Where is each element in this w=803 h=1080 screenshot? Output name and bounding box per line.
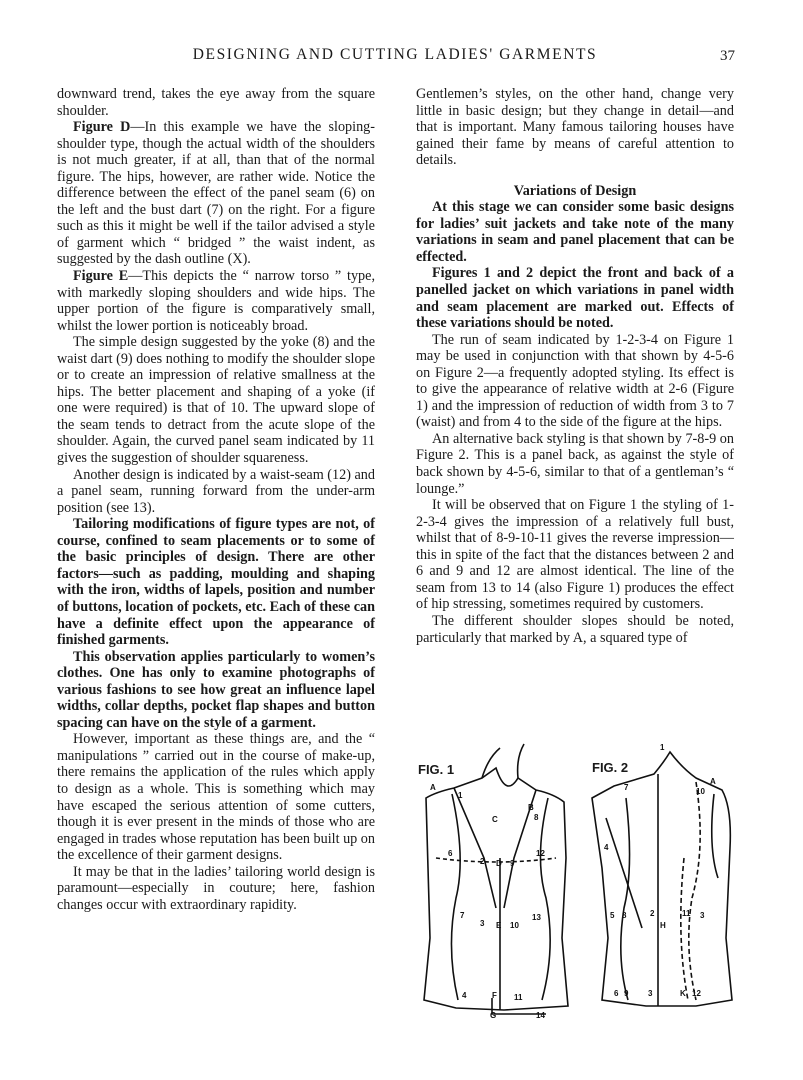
fig2-point: H bbox=[660, 921, 666, 930]
fig1-point: G bbox=[490, 1011, 497, 1020]
fig1-point: 11 bbox=[514, 993, 523, 1002]
bold-paragraph: This observation applies particularly to women’s clothes. One has only to examine photographs of various fashions to see how great an influence lapel widths, collar depths, pocket flap shapes and button spacing can have on the style of a garment. bbox=[57, 648, 375, 731]
fig1-point: 3 bbox=[480, 919, 485, 928]
fig2-point: 11 bbox=[682, 909, 691, 918]
section-heading: Variations of Design bbox=[513, 182, 637, 199]
paragraph: Another design is indicated by a waist-seam (12) and a panel seam, running forward from the under-arm position (see 13). bbox=[57, 466, 375, 516]
fig2-point: 3 bbox=[700, 911, 705, 920]
running-title: DESIGNING AND CUTTING LADIES' GARMENTS bbox=[192, 46, 598, 63]
fig1-point: 14 bbox=[536, 1011, 545, 1020]
fig1-point: C bbox=[492, 815, 498, 824]
fig2-side-panel bbox=[621, 798, 630, 1000]
fig1-point: D bbox=[496, 859, 502, 868]
fig1-point: 12 bbox=[536, 849, 545, 858]
fig1-point: 9 bbox=[510, 859, 515, 868]
fig1-point: 6 bbox=[448, 849, 453, 858]
fig1-point: 2 bbox=[480, 857, 485, 866]
paragraph: It may be that in the ladies’ tailoring world design is paramount—especially in couture; here, fashion changes occur with extraordinary rapidity. bbox=[57, 863, 375, 913]
paragraph: Gentlemen’s styles, on the other hand, change very little in basic design; but they change in detail—and that is important. Many famous tailoring houses have gained their fame by means of careful attention to details. bbox=[416, 86, 734, 169]
fig2-outline bbox=[592, 752, 732, 1006]
fig1-point: B bbox=[528, 803, 534, 812]
fig2-point: 3 bbox=[648, 989, 653, 998]
fig1-point: 1 bbox=[458, 791, 463, 800]
fig2-point: A bbox=[710, 777, 716, 786]
page-number: 37 bbox=[720, 48, 735, 64]
fig2-point: 10 bbox=[696, 787, 705, 796]
fig2-sleeve-line bbox=[712, 794, 718, 878]
run-in-heading: Figure E bbox=[73, 268, 129, 285]
fig1-panel-left bbox=[451, 794, 460, 1000]
fig2-label: FIG. 2 bbox=[592, 760, 629, 775]
paragraph: downward trend, takes the eye away from the square shoulder. bbox=[57, 86, 375, 119]
fig2-panel-right bbox=[689, 782, 700, 1000]
paragraph: The simple design suggested by the yoke (8) and the waist dart (9) does nothing to modify the shoulder slope or to create an impression of relative smallness at the hips. The better placement and shaping of a yoke (if one were required) is that of 10. The upward slope of the seam tends to detract from the acute slope of the shoulder. Again, the curved panel seam indicated by 11 gives the suggestion of shoulder squareness. bbox=[57, 334, 375, 467]
jacket-drawing bbox=[396, 738, 740, 1022]
right-column bbox=[416, 86, 734, 646]
bold-paragraph: At this stage we can consider some basic designs for ladies’ suit jackets and take note of the many variations in seam and panel placement that can be effected. bbox=[416, 199, 734, 265]
fig2-point: 1 bbox=[660, 743, 665, 752]
fig2-point: 8 bbox=[622, 911, 627, 920]
fig1-point: A bbox=[430, 783, 436, 792]
fig2-point: 5 bbox=[610, 911, 615, 920]
fig1-point: 13 bbox=[532, 913, 541, 922]
paragraph: Figure D—In this example we have the sloping-shoulder type, though the actual width of the shoulders is not much greater, if at all, than that of the normal figure. The hips, however, are rather wide. Notice the difference between the effect of the panel seam (6) on the left and the bust dart (7) on the right. For a figure such as this it might be well if the tailor advised a style of garment which “ bridged ” the waist indent, as suggested by the dash outline (X). bbox=[57, 119, 375, 268]
page-header bbox=[0, 46, 803, 68]
paragraph: However, important as these things are, and the “ manipulations ” carried out in the course of make-up, there remains the application of the rules which apply to design as a whole. This is something which may have escaped the serious attention of some cutters, though it is ever present in the minds of those who are engaged in trades whose reputation has been built up on the excellence of their garment designs. bbox=[57, 731, 375, 864]
run-in-heading: Figure D bbox=[73, 119, 131, 136]
fig1-panel-right bbox=[540, 798, 550, 1000]
fig1-label: FIG. 1 bbox=[418, 762, 455, 777]
paragraph: It will be observed that on Figure 1 the styling of 1-2-3-4 gives the impression of a relatively full bust, whilst that of 8-9-10-11 gives the reverse impression—this in spite of the fact that the distances between 2 and 6 and 9 and 12 are almost identical. The line of the seam from 13 to 14 (also Figure 1) produces the effect of hip stressing, sometimes required by customers. bbox=[416, 497, 734, 613]
fig1-point: 8 bbox=[534, 813, 539, 822]
bold-paragraph: Figures 1 and 2 depict the front and back of a panelled jacket on which variations in panel width and seam placement are marked out. Effects of these variations should be noted. bbox=[416, 265, 734, 332]
paragraph: The run of seam indicated by 1-2-3-4 on Figure 1 may be used in conjunction with that shown by 4-5-6 on Figure 2—a frequently adopted styling. Its effect is to give the appearance of relative width at 2-6 (Figure 1) and the impression of reduction of width from 3 to 7 (waist) and from 4 to the side of the figure at the hips. bbox=[416, 331, 734, 431]
fig1-point: F bbox=[492, 991, 497, 1000]
jacket-diagram bbox=[396, 738, 740, 1022]
paragraph: Figure E—This depicts the “ narrow torso ” type, with markedly sloping shoulders and wide hips. The upper portion of the figure is comparatively small, whilst the lower portion is noticeably broad. bbox=[57, 268, 375, 334]
paragraph: The different shoulder slopes should be noted, particularly that marked by A, a squared type of bbox=[416, 612, 734, 646]
bold-paragraph: Tailoring modifications of figure types are not, of course, confined to seam placements or to some of the basic principles of design. There are other factors—such as padding, moulding and shaping with the iron, widths of lapels, position and number of buttons, location of pockets, etc. Each of these can have a definite effect upon the appearance of finished garments. bbox=[57, 516, 375, 649]
fig2-point: 6 bbox=[614, 989, 619, 998]
left-column bbox=[57, 86, 375, 913]
fig2-point: 4 bbox=[604, 843, 609, 852]
fig2-point: 9 bbox=[624, 989, 629, 998]
fig2-point: K bbox=[680, 989, 686, 998]
fig2-panel-dash bbox=[681, 858, 688, 1000]
fig1-point: 10 bbox=[510, 921, 519, 930]
fig1-point: E bbox=[496, 921, 502, 930]
fig2-point: 12 bbox=[692, 989, 701, 998]
paragraph: An alternative back styling is that shown by 7-8-9 on Figure 2. This is a panel back, as against the style of back shown by 4-5-6, similar to that of a gentleman’s “ lounge.” bbox=[416, 430, 734, 497]
fig2-point: 2 bbox=[650, 909, 655, 918]
point-labels bbox=[430, 743, 716, 1020]
fig1-point: 4 bbox=[462, 991, 467, 1000]
fig2-point: 7 bbox=[624, 783, 629, 792]
fig1-point: 7 bbox=[460, 911, 465, 920]
